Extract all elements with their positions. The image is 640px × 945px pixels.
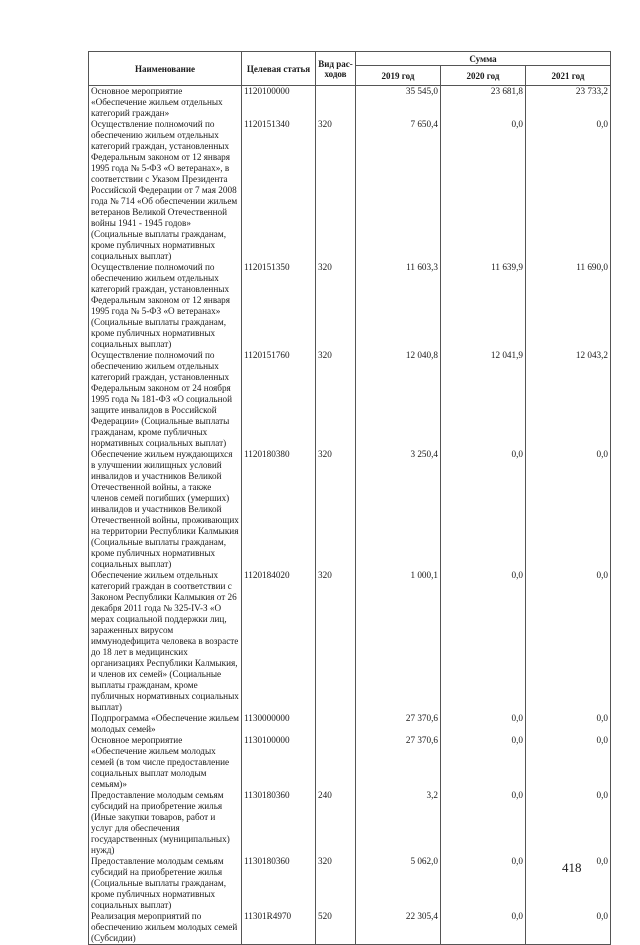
table-row: [89, 86, 611, 120]
row-value-2021: 0,0: [526, 119, 611, 262]
table-row: [89, 856, 611, 911]
row-value-2019: 5 062,0: [356, 856, 441, 911]
row-value-2019: 3,2: [356, 790, 441, 856]
row-value-2019: 27 370,6: [356, 713, 441, 735]
header-code: Целевая статья: [242, 52, 316, 86]
row-code: 1120184020: [242, 570, 316, 713]
table-body: [89, 86, 611, 945]
header-year-2021: 2021 год: [526, 66, 611, 86]
row-kind: 320: [316, 570, 356, 713]
table-header: [89, 52, 611, 86]
table-row: [89, 790, 611, 856]
row-value-2021: 23 733,2: [526, 86, 611, 120]
row-kind: [316, 713, 356, 735]
header-name: Наименование: [89, 52, 242, 86]
row-name: Предоставление молодым семьям субсидий на приобретение жилья (Социальные выплаты гражданам, кроме публичных нормативных социальных выплат): [89, 856, 242, 911]
row-value-2019: 1 000,1: [356, 570, 441, 713]
row-value-2020: 23 681,8: [441, 86, 526, 120]
header-year-2019: 2019 год: [356, 66, 441, 86]
header-kind: Вид рас-ходов: [316, 52, 356, 86]
row-code: 1120151340: [242, 119, 316, 262]
row-value-2020: 0,0: [441, 713, 526, 735]
budget-table: [88, 51, 611, 945]
row-value-2021: 0,0: [526, 713, 611, 735]
table-row: [89, 570, 611, 713]
table-row: [89, 119, 611, 262]
table-row: [89, 735, 611, 790]
row-value-2020: 0,0: [441, 449, 526, 570]
row-kind: 320: [316, 449, 356, 570]
row-kind: 320: [316, 856, 356, 911]
row-value-2021: 12 043,2: [526, 350, 611, 449]
row-value-2020: 11 639,9: [441, 262, 526, 350]
row-value-2021: 0,0: [526, 570, 611, 713]
row-name: Осуществление полномочий по обеспечению жильем отдельных категорий граждан, установленных Федеральным законом от 12 января 1995 года № 5-ФЗ «О ветеранах» (Социальные выплаты гражданам, кроме публичных нормативных социальных выплат): [89, 262, 242, 350]
row-kind: 240: [316, 790, 356, 856]
row-code: 1120100000: [242, 86, 316, 120]
row-kind: 320: [316, 119, 356, 262]
row-code: 1130180360: [242, 790, 316, 856]
row-kind: [316, 86, 356, 120]
row-value-2020: 0,0: [441, 119, 526, 262]
row-name: Реализация мероприятий по обеспечению жильем молодых семей (Субсидии): [89, 911, 242, 945]
row-name: Осуществление полномочий по обеспечению жильем отдельных категорий граждан, установленных Федеральным законом от 12 января 1995 года № 5-ФЗ «О ветеранах», в соответствии с Указом Президента Российской Федерации от 7 мая 2008 года № 714 «Об обеспечении жильем ветеранов Великой Отечественной войны 1941 - 1945 годов» (Социальные выплаты гражданам, кроме публичных нормативных социальных выплат): [89, 119, 242, 262]
row-value-2019: 12 040,8: [356, 350, 441, 449]
table-row: [89, 713, 611, 735]
row-name: Осуществление полномочий по обеспечению жильем отдельных категорий граждан, установленных Федеральным законом от 24 ноября 1995 года № 181-ФЗ «О социальной защите инвалидов в Российской Федерации» (Социальные выплаты гражданам, кроме публичных нормативных социальных выплат): [89, 350, 242, 449]
row-name: Обеспечение жильем отдельных категорий граждан в соответствии с Законом Республики Калмыкия от 26 декабря 2011 года № 325-IV-З «О мерах социальной поддержки лиц, зараженных вирусом иммунодефицита человека в возрасте до 18 лет в медицинских организациях Республики Калмыкия, и членов их семей» (Социальные выплаты гражданам, кроме публичных нормативных социальных выплат): [89, 570, 242, 713]
row-value-2020: 0,0: [441, 856, 526, 911]
row-code: 1120180380: [242, 449, 316, 570]
row-value-2020: 0,0: [441, 911, 526, 945]
row-value-2020: 0,0: [441, 735, 526, 790]
row-name: Предоставление молодым семьям субсидий на приобретение жилья (Иные закупки товаров, работ и услуг для обеспечения государственных (муниципальных) нужд): [89, 790, 242, 856]
row-value-2021: 0,0: [526, 735, 611, 790]
row-name: Основное мероприятие «Обеспечение жильем молодых семей (в том числе предоставление социальных выплат молодым семьям)»: [89, 735, 242, 790]
row-value-2019: 7 650,4: [356, 119, 441, 262]
row-code: 11301R4970: [242, 911, 316, 945]
row-code: 1130000000: [242, 713, 316, 735]
row-value-2019: 3 250,4: [356, 449, 441, 570]
header-year-2020: 2020 год: [441, 66, 526, 86]
page-number: 418: [562, 860, 582, 875]
row-value-2021: 0,0: [526, 911, 611, 945]
row-value-2019: 11 603,3: [356, 262, 441, 350]
row-value-2021: 0,0: [526, 449, 611, 570]
row-name: Обеспечение жильем нуждающихся в улучшении жилищных условий инвалидов и участников Великой Отечественной войны, а также членов семей погибших (умерших) инвалидов и участников Великой Отечественной войны, проживающих на территории Республики Калмыкия (Социальные выплаты гражданам, кроме публичных нормативных социальных выплат): [89, 449, 242, 570]
row-kind: 320: [316, 262, 356, 350]
row-value-2021: 0,0: [526, 790, 611, 856]
row-code: 1130180360: [242, 856, 316, 911]
row-value-2020: 0,0: [441, 790, 526, 856]
row-code: 1120151350: [242, 262, 316, 350]
row-value-2020: 0,0: [441, 570, 526, 713]
table-row: [89, 350, 611, 449]
row-code: 1130100000: [242, 735, 316, 790]
row-value-2021: 11 690,0: [526, 262, 611, 350]
row-value-2019: 27 370,6: [356, 735, 441, 790]
row-value-2020: 12 041,9: [441, 350, 526, 449]
row-value-2019: 22 305,4: [356, 911, 441, 945]
table-row: [89, 449, 611, 570]
header-sum: Сумма: [356, 52, 611, 66]
row-kind: [316, 735, 356, 790]
row-value-2021: 0,0: [526, 856, 611, 911]
row-name: Подпрограмма «Обеспечение жильем молодых семей»: [89, 713, 242, 735]
row-name: Основное мероприятие «Обеспечение жильем отдельных категорий граждан»: [89, 86, 242, 120]
row-code: 1120151760: [242, 350, 316, 449]
row-kind: 320: [316, 350, 356, 449]
table-row: [89, 262, 611, 350]
table-row: [89, 911, 611, 945]
row-kind: 520: [316, 911, 356, 945]
row-value-2019: 35 545,0: [356, 86, 441, 120]
